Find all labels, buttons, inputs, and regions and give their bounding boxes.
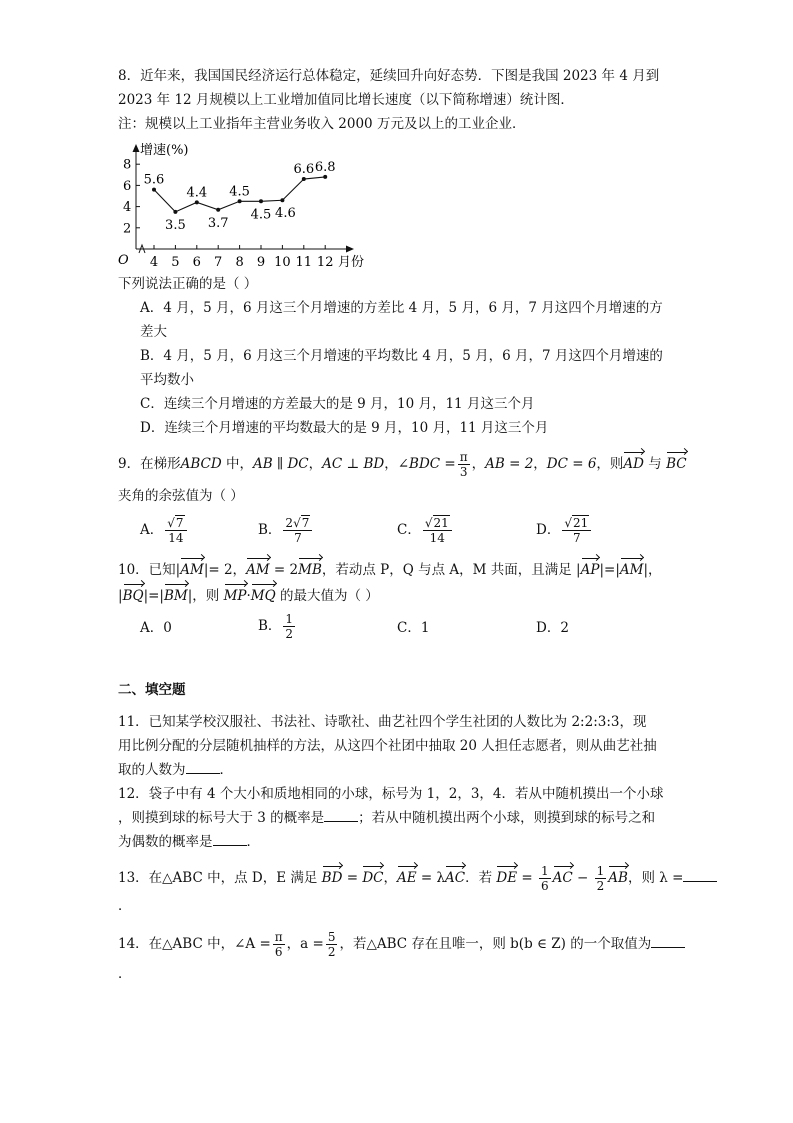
q9-option-b bbox=[258, 516, 314, 545]
q9-option-a-rad: 7 bbox=[175, 516, 184, 530]
q10-end1: |， bbox=[643, 562, 662, 578]
q14-line1 bbox=[118, 930, 685, 959]
q11-line3-end: ． bbox=[219, 762, 233, 778]
x-tick-label: 6 bbox=[192, 255, 201, 270]
q13-frac-1-6 bbox=[539, 864, 551, 893]
q10-eq: = 2 bbox=[269, 562, 299, 578]
q8-option-d: D．连续三个月增速的平均数最大的是 9 月，10 月，11 月这三个月 bbox=[140, 420, 549, 436]
q12-answer-blank-1[interactable] bbox=[324, 808, 358, 822]
q11-answer-blank[interactable] bbox=[186, 760, 220, 774]
q10-option-b-den: 2 bbox=[285, 627, 294, 641]
q9-option-d-den: 7 bbox=[572, 531, 581, 545]
q8-option-a-line2: 差大 bbox=[140, 324, 167, 340]
q13-vector-ac-2: AC bbox=[552, 870, 573, 886]
q9-option-a-den: 14 bbox=[168, 531, 184, 545]
x-tick-label: 4 bbox=[149, 255, 159, 270]
q10-l2c: |，则 bbox=[187, 588, 224, 604]
q8-line1: 8．近年来，我国国民经济运行总体稳定，延续回升向好态势．下图是我国 2023 年 4 月到 bbox=[118, 68, 660, 84]
y-tick-label: 6 bbox=[123, 178, 132, 194]
x-tick-label: 9 bbox=[256, 255, 266, 270]
data-point bbox=[152, 188, 156, 192]
sqrt-icon: √7 bbox=[167, 516, 184, 530]
q13-eq1: = bbox=[342, 870, 363, 886]
q9-line1 bbox=[118, 450, 687, 479]
q10-option-d: D．2 bbox=[536, 620, 569, 636]
q10-mid2: |=| bbox=[599, 562, 620, 578]
q13-line1 bbox=[118, 864, 717, 893]
q10-l2d: 的最大值为（ ） bbox=[275, 588, 379, 604]
q9-zhong: 中， bbox=[221, 456, 253, 472]
q13-vector-bd: BD bbox=[321, 870, 343, 886]
q9-pi-over-3 bbox=[458, 450, 470, 479]
q9-angle: ∠BDC = bbox=[397, 456, 456, 472]
q14-end: ． bbox=[118, 966, 132, 982]
q10-option-b-label: B． bbox=[258, 618, 282, 634]
q10-option-a: A．0 bbox=[140, 620, 172, 636]
x-axis-label: 月份 bbox=[338, 255, 365, 270]
data-label: 4.5 bbox=[250, 207, 272, 223]
q8-note: 注：规模以上工业指年主营业务收入 2000 万元及以上的工业企业． bbox=[118, 116, 526, 132]
q9-option-c bbox=[397, 516, 454, 545]
q10-lead: 10．已知| bbox=[118, 562, 181, 578]
q14-two: 2 bbox=[327, 945, 336, 959]
data-point bbox=[238, 199, 242, 203]
q13-f1den: 6 bbox=[541, 879, 549, 893]
q9-lead: 9．在梯形 bbox=[118, 456, 181, 472]
q13-vector-ac: AC bbox=[445, 870, 466, 886]
y-tick-label: 8 bbox=[123, 157, 132, 173]
data-label: 4.4 bbox=[186, 185, 208, 201]
q11-line3 bbox=[118, 760, 233, 780]
q10-eq2: |= 2， bbox=[203, 562, 247, 578]
q12-line3-end: ． bbox=[246, 834, 260, 850]
q12-answer-blank-2[interactable] bbox=[213, 832, 247, 846]
data-label: 6.6 bbox=[293, 162, 315, 178]
q12-line2-tail: ；若从中随机摸出两个小球，则摸到球的标号之和 bbox=[358, 810, 656, 826]
q10-vector-mp: MP bbox=[223, 588, 247, 604]
data-label: 5.6 bbox=[143, 172, 165, 188]
q10-option-b bbox=[258, 612, 297, 641]
q10-l2a: | bbox=[118, 588, 123, 604]
q8-prompt: 下列说法正确的是（ ） bbox=[118, 276, 258, 292]
x-tick-label: 5 bbox=[171, 255, 180, 270]
q9-comma2: ， bbox=[384, 456, 398, 472]
q14-tail: ，若△ABC 存在且唯一，则 b(b ∈ Z) 的一个取值为 bbox=[339, 936, 652, 952]
x-tick-label: 7 bbox=[214, 255, 223, 270]
y-axis-label: 增速(%) bbox=[140, 143, 189, 158]
q9-option-a-label: A． bbox=[140, 522, 164, 538]
data-point bbox=[280, 198, 284, 202]
q11-line3-text: 取的人数为 bbox=[118, 762, 186, 778]
section-title-fill-in: 二、填空题 bbox=[118, 682, 186, 698]
data-label: 4.6 bbox=[275, 206, 296, 222]
data-label: 6.8 bbox=[314, 159, 336, 175]
q13-eq2: = λ bbox=[416, 870, 446, 886]
q13-vector-dc: DC bbox=[362, 870, 384, 886]
origin-label: O bbox=[118, 253, 129, 268]
q9-comma1: ， bbox=[308, 456, 323, 472]
q9-vector-ad: AD bbox=[623, 456, 644, 472]
y-axis-arrow-icon bbox=[133, 144, 140, 152]
q11-line1: 11．已知某学校汉服社、书法社、诗歌社、曲艺社四个学生社团的人数比为 2:2:3:3，现 bbox=[118, 714, 647, 730]
q13-vector-ae: AE bbox=[396, 870, 417, 886]
data-label: 3.5 bbox=[165, 217, 186, 233]
data-label: 3.7 bbox=[207, 215, 229, 231]
q8-option-b-line2: 平均数小 bbox=[140, 372, 194, 388]
q10-line1 bbox=[118, 560, 662, 580]
q13-f2num: 1 bbox=[596, 864, 605, 878]
q12-line3 bbox=[118, 832, 260, 852]
q9-ab: AB = 2 bbox=[485, 456, 534, 472]
q12-line2 bbox=[118, 808, 655, 828]
x-axis-arrow-icon bbox=[346, 246, 354, 253]
q10-vector-am-3: AM bbox=[619, 562, 644, 578]
q13-eq3: = bbox=[517, 870, 538, 886]
q9-option-c-frac bbox=[423, 516, 452, 545]
q9-option-b-coef: 2 bbox=[285, 516, 294, 530]
q9-line2: 夹角的余弦值为（ ） bbox=[118, 488, 244, 504]
q9-comma4: ， bbox=[533, 456, 547, 472]
q10-mid: ，若动点 P，Q 与点 A，M 共面，且满足 | bbox=[321, 562, 581, 578]
q10-option-c: C．1 bbox=[397, 620, 430, 636]
q13-vector-de: DE bbox=[496, 870, 518, 886]
q13-c2: ．若 bbox=[465, 870, 497, 886]
q14-five: 5 bbox=[327, 930, 336, 944]
q13-lead: 13．在△ABC 中，点 D，E 满足 bbox=[118, 870, 322, 886]
q10-line2 bbox=[118, 586, 379, 606]
q12-line3-text: 为偶数的概率是 bbox=[118, 834, 213, 850]
q13-vector-ab: AB bbox=[608, 870, 628, 886]
q9-option-c-rad: 21 bbox=[433, 516, 449, 530]
q9-option-d-label: D． bbox=[536, 522, 561, 538]
q10-vector-bm: BM bbox=[163, 588, 188, 604]
q9-then: ，则 bbox=[596, 456, 624, 472]
q13-f1num: 1 bbox=[541, 864, 549, 878]
sqrt-icon: √7 bbox=[293, 516, 310, 530]
q14-mid: ，a = bbox=[286, 936, 324, 952]
q14-answer-blank[interactable] bbox=[651, 934, 685, 948]
data-point bbox=[195, 200, 199, 204]
q10-vector-am-2: AM bbox=[246, 562, 270, 578]
q10-vector-mb: MB bbox=[298, 562, 322, 578]
q9-cond1: AB ∥ DC bbox=[252, 456, 309, 472]
q9-option-a-frac bbox=[165, 516, 186, 545]
q12-line1: 12．袋子中有 4 个大小和质地相同的小球，标号为 1，2，3，4．若从中随机摸出一个小球 bbox=[118, 786, 664, 802]
q8-line2: 2023 年 12 月规模以上工业增加值同比增长速度（以下简称增速）统计图． bbox=[118, 92, 574, 108]
data-point bbox=[259, 199, 263, 203]
q9-comma3: ， bbox=[471, 456, 486, 472]
q10-option-b-num: 1 bbox=[285, 612, 294, 626]
q12-line2-text: ，则摸到球的标号大于 3 的概率是 bbox=[118, 810, 325, 826]
q9-three: 3 bbox=[459, 465, 468, 479]
x-tick-label: 10 bbox=[274, 255, 291, 270]
y-tick-label: 2 bbox=[123, 221, 132, 237]
data-point bbox=[216, 208, 220, 212]
q9-option-c-label: C． bbox=[397, 522, 421, 538]
q11-line2: 用比例分配的分层随机抽样的方法，从这四个社团中抽取 20 人担任志愿者，则从曲艺社抽 bbox=[118, 738, 657, 754]
q9-cond2: AC ⊥ BD bbox=[322, 456, 385, 472]
q8-option-b-line1: B．4 月，5 月，6 月这三个月增速的平均数比 4 月，5 月，6 月，7 月这四个月增速的 bbox=[140, 348, 663, 364]
q14-six: 6 bbox=[274, 945, 283, 959]
growth-rate-chart bbox=[110, 138, 380, 270]
q9-option-a bbox=[140, 516, 189, 545]
q9-pi: π bbox=[459, 450, 468, 464]
q10-dot: · bbox=[246, 588, 251, 604]
q13-f2den: 2 bbox=[596, 879, 605, 893]
data-point bbox=[323, 175, 327, 179]
q9-yu: 与 bbox=[644, 456, 667, 472]
q10-vector-am: AM bbox=[180, 562, 204, 578]
q13-end: ． bbox=[118, 898, 132, 914]
x-tick-label: 8 bbox=[235, 255, 244, 270]
q9-option-b-den: 7 bbox=[294, 531, 302, 545]
q9-dc: DC = 6 bbox=[546, 456, 597, 472]
q14-five-halves bbox=[326, 930, 338, 959]
q9-option-d bbox=[536, 516, 593, 545]
data-label: 4.5 bbox=[229, 184, 250, 200]
q10-vector-bq: BQ bbox=[122, 588, 144, 604]
q9-option-d-frac bbox=[562, 516, 591, 545]
sqrt-icon: √21 bbox=[424, 516, 449, 530]
y-tick-label: 4 bbox=[123, 200, 132, 216]
q13-answer-blank[interactable] bbox=[683, 868, 717, 882]
q9-option-b-label: B． bbox=[258, 522, 282, 538]
q13-then: ，则 λ = bbox=[627, 870, 684, 886]
q9-abcd: ABCD bbox=[180, 456, 222, 472]
q13-frac-1-2 bbox=[595, 864, 607, 893]
data-point bbox=[302, 177, 306, 181]
q8-option-a-line1: A．4 月，5 月，6 月这三个月增速的方差比 4 月，5 月，6 月，7 月这四个月增速的方 bbox=[140, 300, 663, 316]
data-point bbox=[173, 210, 177, 214]
sqrt-icon: √21 bbox=[564, 516, 589, 530]
q13-minus: − bbox=[572, 870, 593, 886]
q9-option-b-frac bbox=[283, 516, 312, 545]
q9-option-d-rad: 21 bbox=[572, 516, 589, 530]
q9-vector-bc: BC bbox=[666, 456, 687, 472]
x-tick-label: 11 bbox=[295, 255, 313, 270]
q10-vector-mq: MQ bbox=[250, 588, 276, 604]
x-tick-label: 12 bbox=[316, 255, 334, 270]
q14-lead: 14．在△ABC 中，∠A = bbox=[118, 936, 271, 952]
q10-l2b: |=| bbox=[143, 588, 164, 604]
q13-c1: ， bbox=[383, 870, 397, 886]
q10-vector-ap: AP bbox=[580, 562, 600, 578]
q14-pi: π bbox=[274, 930, 283, 944]
q9-option-c-den: 14 bbox=[429, 531, 445, 545]
q8-option-c: C．连续三个月增速的方差最大的是 9 月，10 月，11 月这三个月 bbox=[140, 396, 535, 412]
q10-option-b-frac bbox=[283, 612, 295, 641]
q9-option-b-rad: 7 bbox=[301, 516, 310, 530]
q14-pi-over-6 bbox=[273, 930, 285, 959]
